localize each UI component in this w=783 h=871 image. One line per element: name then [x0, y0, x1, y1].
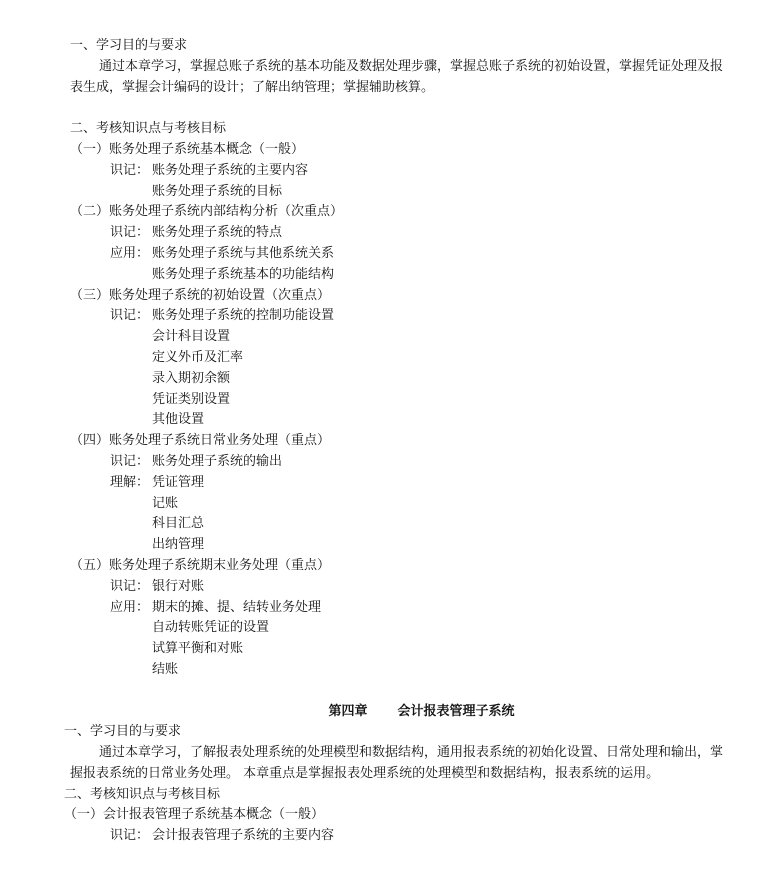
objective-item: 出纳管理 [152, 537, 205, 553]
objective-item: 账务处理子系统的输出 [152, 453, 283, 469]
objective-item: 自动转账凭证的设置 [152, 620, 270, 636]
objective-row [0, 223, 783, 244]
objective-row [0, 306, 783, 327]
objective-label: 识记： [110, 162, 150, 178]
objective-row [0, 473, 783, 494]
objective-row [0, 598, 783, 619]
paragraph-line: 通过本章学习，了解报表处理系统的处理模型和数据结构，通用报表系统的初始化设置、日常处理和输出，掌 [99, 745, 724, 761]
section-heading: 二、考核知识点与考核目标 [64, 786, 221, 802]
objective-row [0, 514, 783, 535]
objective-item: 账务处理子系统与其他系统关系 [152, 245, 335, 261]
objective-item: 其他设置 [152, 412, 205, 428]
objective-item: 会计科目设置 [152, 329, 231, 345]
objective-label: 识记： [110, 578, 150, 594]
objective-row [0, 161, 783, 182]
section-heading: 一、学习目的与要求 [64, 724, 182, 740]
objective-label: 识记： [110, 225, 150, 241]
objective-item: 凭证管理 [152, 474, 205, 490]
objective-item: 凭证类别设置 [152, 391, 231, 407]
objective-item: 记账 [152, 495, 179, 511]
objective-label: 识记： [110, 308, 150, 324]
objective-row [0, 265, 783, 286]
document-body [0, 36, 783, 847]
objective-item: 会计报表管理子系统的主要内容 [152, 828, 335, 844]
objective-label: 理解： [110, 474, 150, 490]
objective-row [0, 618, 783, 639]
chapter-number: 第四章 [328, 703, 368, 719]
objective-item: 账务处理子系统的控制功能设置 [152, 308, 335, 324]
objective-row [0, 327, 783, 348]
objective-item: 录入期初余额 [152, 370, 231, 386]
chapter-title: 会计报表管理子系统 [397, 703, 515, 719]
objective-row [0, 660, 783, 681]
objective-label: 应用： [110, 599, 150, 615]
objective-item: 期末的摊、提、结转业务处理 [152, 599, 322, 615]
group-title: （四）账务处理子系统日常业务处理（重点） [70, 433, 331, 449]
objective-row [0, 348, 783, 369]
group-title: （三）账务处理子系统的初始设置（次重点） [70, 287, 331, 303]
objective-row [0, 452, 783, 473]
objective-item: 试算平衡和对账 [152, 641, 244, 657]
paragraph-line: 表生成，掌握会计编码的设计；了解出纳管理；掌握辅助核算。 [70, 79, 435, 95]
knowledge-point-list [0, 140, 783, 681]
objective-item: 银行对账 [152, 578, 205, 594]
objective-row [0, 535, 783, 556]
group-title: （二）账务处理子系统内部结构分析（次重点） [70, 204, 344, 220]
paragraph-line: 握报表系统的日常业务处理。 本章重点是掌握报表处理系统的处理模型和数据结构，报表系统的运用。 [70, 765, 660, 781]
objective-row [0, 182, 783, 203]
group-title: （五）账务处理子系统期末业务处理（重点） [70, 557, 331, 573]
paragraph-line: 通过本章学习，掌握总账子系统的基本功能及数据处理步骤，掌握总账子系统的初始设置，掌握凭证处理及报 [99, 58, 724, 74]
section-heading: 一、学习目的与要求 [70, 38, 188, 53]
objective-row [0, 410, 783, 431]
chapter-heading [0, 702, 783, 723]
objective-item: 账务处理子系统的主要内容 [152, 162, 309, 178]
group-title: （一）账务处理子系统基本概念（一般） [70, 141, 305, 157]
objective-item: 定义外币及汇率 [152, 349, 244, 365]
objective-item: 结账 [152, 661, 179, 677]
objective-row [0, 826, 783, 847]
objective-item: 科目汇总 [152, 516, 205, 532]
objective-item: 账务处理子系统的目标 [152, 183, 283, 199]
objective-row [0, 244, 783, 265]
objective-row [0, 577, 783, 598]
objective-row [0, 494, 783, 515]
objective-label: 识记： [110, 828, 150, 844]
objective-label: 应用： [110, 245, 150, 261]
objective-row [0, 369, 783, 390]
objective-row [0, 390, 783, 411]
objective-label: 识记： [110, 453, 150, 469]
section-heading: 二、考核知识点与考核目标 [70, 121, 227, 137]
objective-item: 账务处理子系统基本的功能结构 [152, 266, 335, 282]
group-title: （一）会计报表管理子系统基本概念（一般） [64, 807, 325, 823]
objective-item: 账务处理子系统的特点 [152, 225, 283, 241]
objective-row [0, 639, 783, 660]
